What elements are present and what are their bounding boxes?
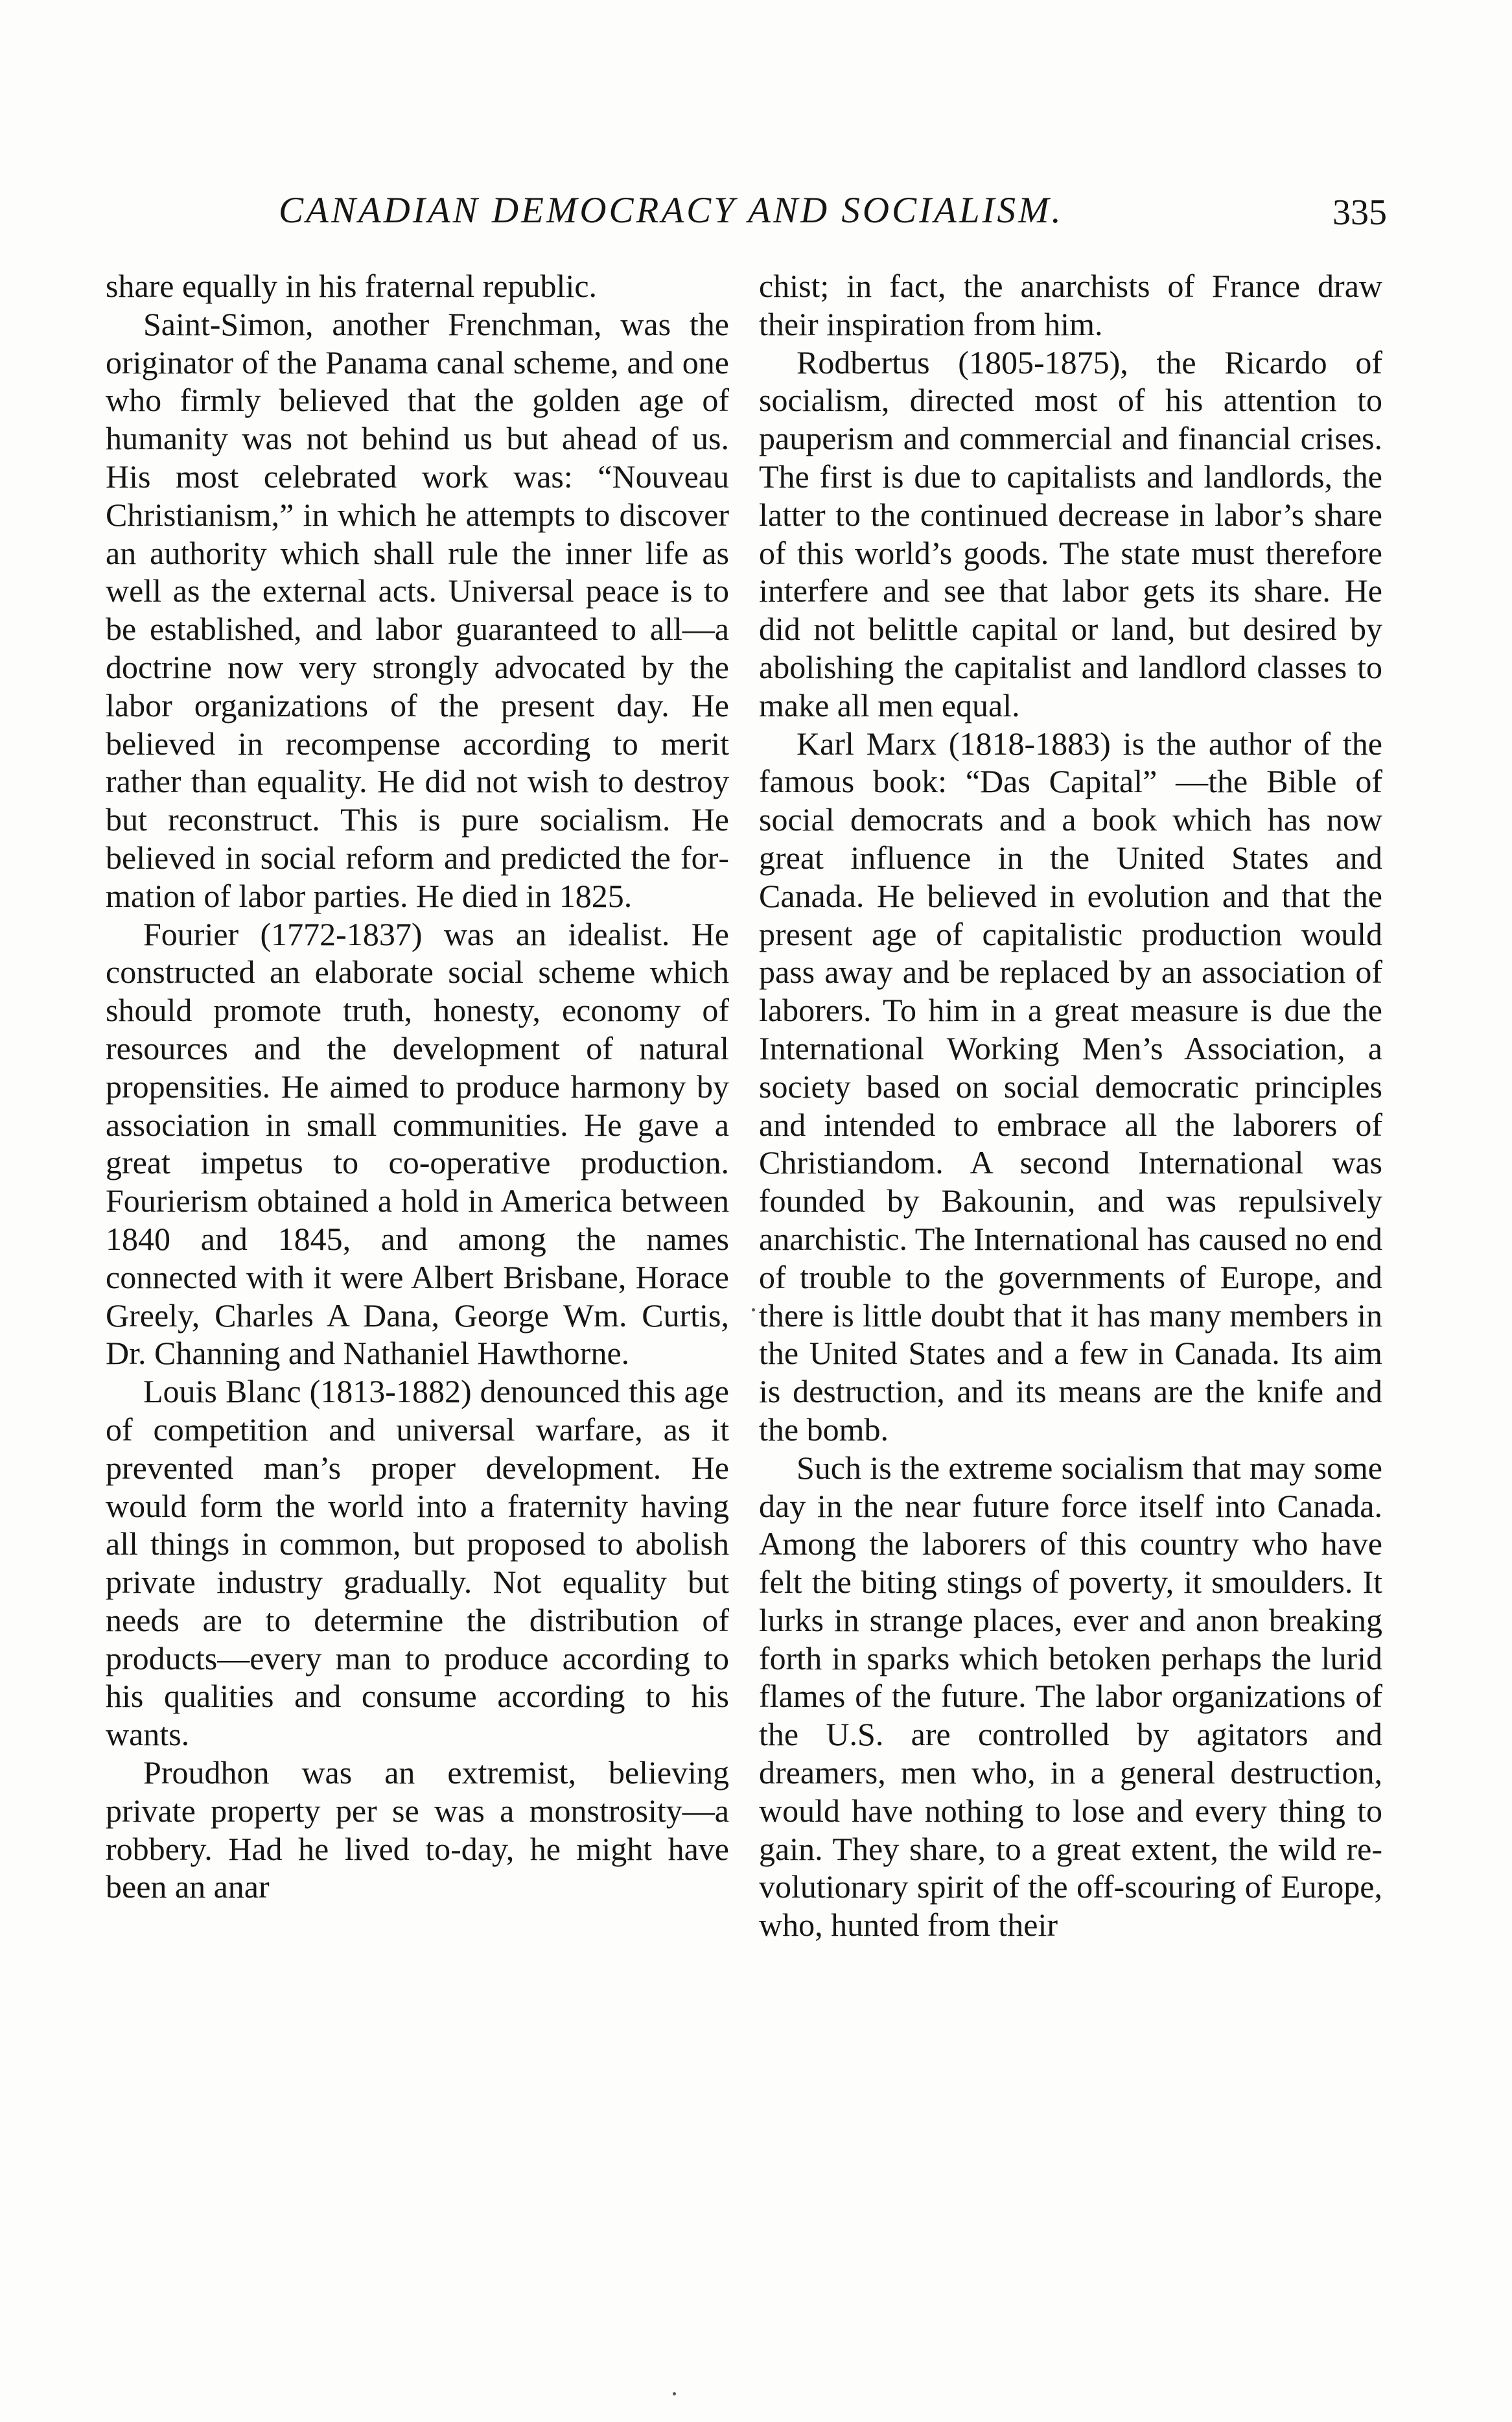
paragraph: Saint-Simon, another Frenchman, was the originator of the Panama canal scheme, and one who firmly believed that the golden age of humanity was not behind us but ahead of us. His most celebrated work was: “Nouveau Christianism,” in which he attempts to discover an authority which shall rule the inner life as well as the external acts. Universal peace is to be established, and labor guaranteed to all—a doctrine now very strongly advocated by the labor organizations of the present day. He believed in recompense according to merit rather than equality. He did not wish to destroy but reconstruct. This is pure socialism. He believed in social reform and predicted the formation of labor parties. He died in 1825. (106, 305, 729, 914)
left-column (106, 267, 729, 1906)
running-head (104, 189, 1387, 241)
right-column (759, 267, 1382, 1944)
print-speck (673, 2392, 676, 2395)
paragraph: Such is the extreme socialism that may some day in the near future force itself into Canada. Among the laborers of this country who have felt the biting stings of poverty, it smoulders. It lurks in strange places, ever and anon breaking forth in sparks which betoken perhaps the lurid flames of the future. The labor organizations of the U.S. are controlled by agitators and dreamers, men who, in a general destruction, would have nothing to lose and every thing to gain. They share, to a great extent, the wild revolutionary spirit of the off-scouring of Europe, who, hunted from their (759, 1449, 1382, 1944)
print-speck (752, 1308, 755, 1311)
paragraph: share equally in his fraternal republic. (106, 268, 598, 304)
paragraph: Fourier (1772-1837) was an idealist. He constructed an elaborate social scheme which should promote truth, honesty, economy of resources and the development of natural propensities. He aimed to produce harmony by association in small communities. He gave a great impetus to co-operative production. Fourierism obtained a hold in America between 1840 and 1845, and among the names connected with it were Albert Brisbane, Horace Greely, Charles A Dana, George Wm. Curtis, Dr. Channing and Nathaniel Hawthorne. (106, 915, 729, 1372)
paragraph: Karl Marx (1818-1883) is the author of the famous book: “Das Capital” —the Bible of social democrats and a book which has now great influence in the United States and Canada. He believed in evolution and that the present age of capitalistic production would pass away and be replaced by an association of laborers. To him in a great measure is due the International Working Men’s Association, a society based on social democratic principles and intended to embrace all the laborers of Christiandom. A second International was founded by Bakounin, and was repulsively anarchistic. The International has caused no end of trouble to the governments of Europe, and there is little doubt that it has many members in the United States and a few in Canada. Its aim is destruction, and its means are the knife and the bomb. (759, 725, 1382, 1448)
running-title: CANADIAN DEMOCRACY AND SOCIALISM. (279, 190, 1064, 231)
paragraph: chist; in fact, the anarchists of France draw their inspiration from him. (759, 268, 1382, 342)
paragraph: Rodbertus (1805-1875), the Ricardo of socialism, directed most of his attention to pauperism and commercial and financial crises. The first is due to capitalists and landlords, the latter to the continued decrease in labor’s share of this world’s goods. The state must therefore interfere and see that labor gets its share. He did not belittle capital or land, but desired by abolishing the capitalist and landlord classes to make all men equal. (759, 344, 1382, 723)
paragraph: Louis Blanc (1813-1882) denounced this age of competition and universal warfare, as it prevented man’s proper development. He would form the world into a fraternity having all things in common, but proposed to abolish private industry gradually. Not equality but needs are to determine the distribution of products—every man to produce according to his qualities and consume according to his wants. (106, 1373, 729, 1753)
page-number: 335 (1332, 193, 1387, 233)
paragraph: Proudhon was an extremist, believing private property per se was a monstrosity—a robbery. Had he lived to-day, he might have been an anar (106, 1754, 729, 1905)
